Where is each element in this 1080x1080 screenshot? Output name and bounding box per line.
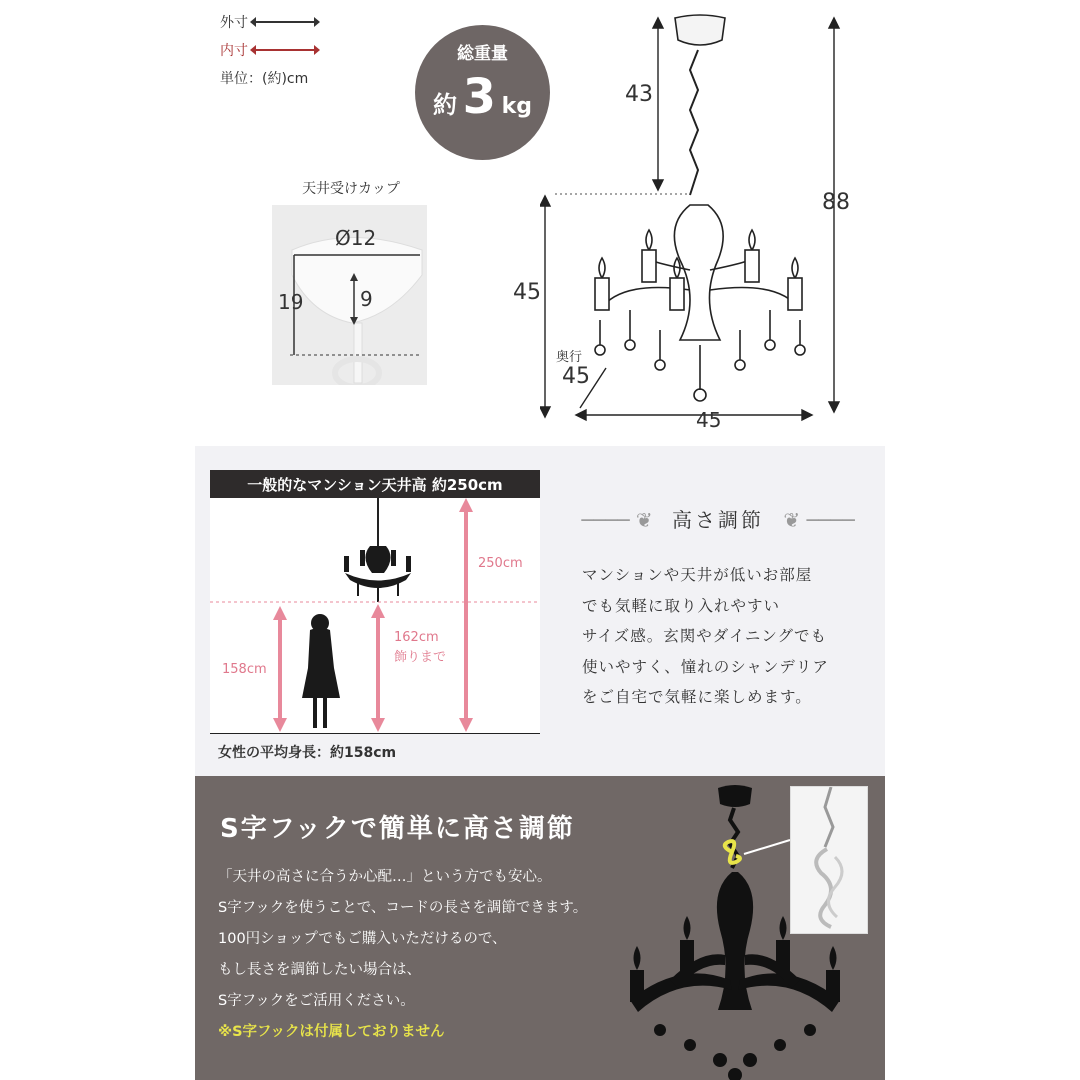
- height-adjust-title: 高さ調節: [672, 508, 764, 532]
- average-height-label: 女性の平均身長：約158cm: [218, 745, 397, 761]
- s-hook-line: もし長さを調節したい場合は、: [218, 962, 421, 978]
- height-adjust-line: でも気軽に取り入れやすい: [582, 596, 781, 615]
- s-hook-note: ※S字フックは付属しておりません: [218, 1024, 445, 1040]
- room-header: 一般的なマンション天井高 約250cm: [210, 470, 540, 498]
- weight-label: 総重量: [457, 44, 508, 64]
- height-adjust-heading: [578, 504, 858, 533]
- ceiling-height-label: 250cm: [478, 556, 523, 571]
- room-illustration: [210, 498, 540, 734]
- legend-inner: [220, 40, 314, 60]
- height-adjust-line: 使いやすく、憧れのシャンデリア: [582, 657, 829, 676]
- depth-label: 奥行: [556, 350, 583, 365]
- cup-height-inner: 9: [360, 287, 373, 311]
- height-adjust-line: マンションや天井が低いお部屋: [582, 566, 813, 584]
- legend-outer: [220, 12, 314, 32]
- ornament-right-icon: ❦ ────: [783, 508, 855, 532]
- s-hook-line: S字フックを使うことで、コードの長さを調節できます。: [218, 900, 588, 916]
- ornament-left-icon: ──── ❦: [581, 508, 653, 532]
- weight-unit: kg: [501, 94, 532, 119]
- weight-value: [415, 69, 550, 125]
- s-hook-line: 「天井の高さに合うか心配…」という方でも安心。: [218, 869, 552, 885]
- s-hook-title: S字フックで簡単に高さ調節: [220, 814, 575, 844]
- outer-arrow-icon: [256, 21, 314, 23]
- s-hook-closeup-icon: [791, 787, 867, 933]
- weight-badge: [415, 25, 550, 160]
- width-value: 45: [696, 408, 722, 432]
- height-adjust-description: [582, 560, 882, 713]
- woman-height-label: 158cm: [222, 662, 267, 677]
- ornament-height-label: 162cm: [394, 630, 439, 645]
- depth-value: 45: [562, 364, 590, 389]
- inner-arrow-icon: [256, 49, 314, 51]
- weight-number: 3: [462, 69, 496, 125]
- cup-diameter: Ø12: [335, 226, 377, 250]
- room-diagram: [210, 498, 540, 734]
- s-hook-line: 100円ショップでもご購入いただけるので、: [218, 931, 507, 947]
- total-height: 88: [822, 190, 850, 215]
- chain-length: 43: [625, 82, 653, 107]
- weight-prefix: 約: [433, 91, 458, 119]
- s-hook-description: [218, 862, 688, 1017]
- cup-title: 天井受けカップ: [302, 181, 400, 197]
- legend-inner-label: 内寸: [220, 43, 248, 59]
- height-adjust-line: サイズ感。玄関やダイニングでも: [582, 627, 828, 645]
- height-adjust-line: をご自宅で気軽に楽しめます。: [582, 688, 812, 706]
- unit-label: 単位：(約)cm: [220, 71, 309, 87]
- body-height: 45: [513, 280, 541, 305]
- ornament-height-note: 飾りまで: [394, 650, 447, 665]
- cup-height-outer: 19: [278, 290, 304, 314]
- legend-outer-label: 外寸: [220, 15, 248, 31]
- s-hook-photo: [790, 786, 868, 934]
- s-hook-line: S字フックをご活用ください。: [218, 993, 415, 1009]
